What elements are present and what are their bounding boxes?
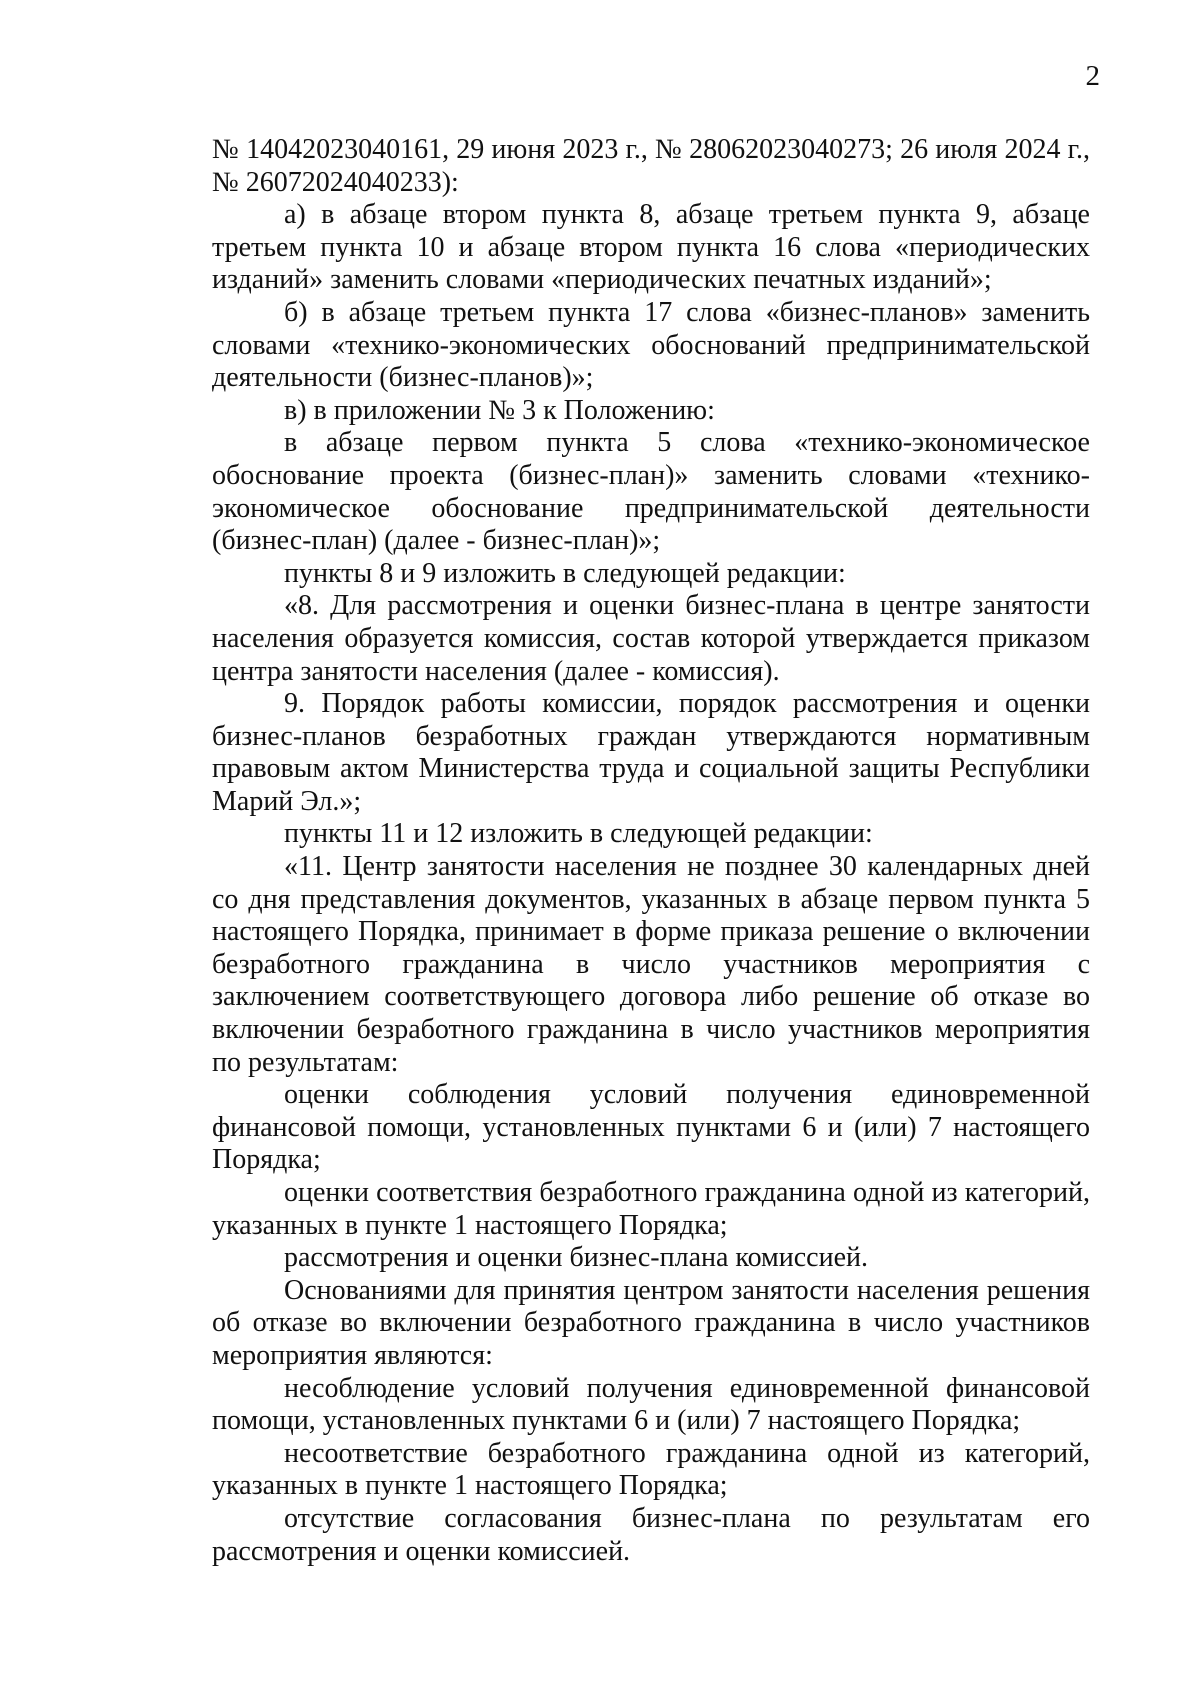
paragraph-ground-category: несоответствие безработного гражданина одной из категорий, указанных в пункте 1 настоящего Порядка; [212, 1437, 1090, 1502]
paragraph-points-8-9-intro: пункты 8 и 9 изложить в следующей редакции: [284, 557, 846, 589]
paragraph-point-5-amendment: в абзаце первом пункта 5 слова «технико-экономическое обоснование проекта (бизнес-план)» заменить словами «технико-экономическое обоснование предпринимательской деятельности (бизнес-план) (далее - бизнес-план)»; [212, 427, 1090, 557]
paragraph-point-8: «8. Для рассмотрения и оценки бизнес-плана в центре занятости населения образуется комиссия, состав которой утверждается приказом центра занятости населения (далее - комиссия). [212, 590, 1090, 687]
paragraph-point-11: «11. Центр занятости населения не позднее 30 календарных дней со дня представления документов, указанных в абзаце первом пункта 5 настоящего Порядка, принимает в форме приказа решение о включении безработного гражданина в число участников мероприятия с заключением соответствующего договора либо решение об отказе во включении безработного гражданина в число участников мероприятия по результатам: [212, 851, 1090, 1078]
paragraph-item-a: а) в абзаце втором пункта 8, абзаце третьем пункта 9, абзаце третьем пункта 10 и абзаце втором пункта 16 слова «периодических изданий» заменить словами «периодических печатных изданий»; [212, 199, 1090, 296]
paragraph-ground-business-plan: отсутствие согласования бизнес-плана по результатам его рассмотрения и оценки комиссией. [212, 1502, 1090, 1567]
paragraph-points-11-12-intro: пункты 11 и 12 изложить в следующей редакции: [284, 818, 873, 850]
paragraph-ground-conditions: несоблюдение условий получения единовременной финансовой помощи, установленных пунктами 6 и (или) 7 настоящего Порядка; [212, 1372, 1090, 1437]
paragraph-continuation: № 14042023040161, 29 июня 2023 г., № 28062023040273; 26 июля 2024 г., № 26072024040233): [212, 134, 1090, 198]
page-number: 2 [1085, 60, 1100, 92]
paragraph-criterion-conditions: оценки соблюдения условий получения единовременной финансовой помощи, установленных пунктами 6 и (или) 7 настоящего Порядка; [212, 1079, 1090, 1176]
paragraph-item-b: б) в абзаце третьем пункта 17 слова «бизнес-планов» заменить словами «технико-экономических обоснований предпринимательской деятельности (бизнес-планов)»; [212, 296, 1090, 394]
paragraph-refusal-grounds: Основаниями для принятия центром занятости населения решения об отказе во включении безработного гражданина в число участников мероприятия являются: [212, 1274, 1090, 1371]
paragraph-point-9: 9. Порядок работы комиссии, порядок рассмотрения и оценки бизнес-планов безработных граждан утверждаются нормативным правовым актом Министерства труда и социальной защиты Республики Марий Эл.»; [212, 688, 1090, 817]
document-body [212, 134, 1090, 1568]
paragraph-criterion-category: оценки соответствия безработного гражданина одной из категорий, указанных в пункте 1 настоящего Порядка; [212, 1177, 1090, 1241]
paragraph-item-v: в) в приложении № 3 к Положению: [284, 394, 715, 426]
paragraph-criterion-business-plan: рассмотрения и оценки бизнес-плана комиссией. [284, 1242, 869, 1274]
